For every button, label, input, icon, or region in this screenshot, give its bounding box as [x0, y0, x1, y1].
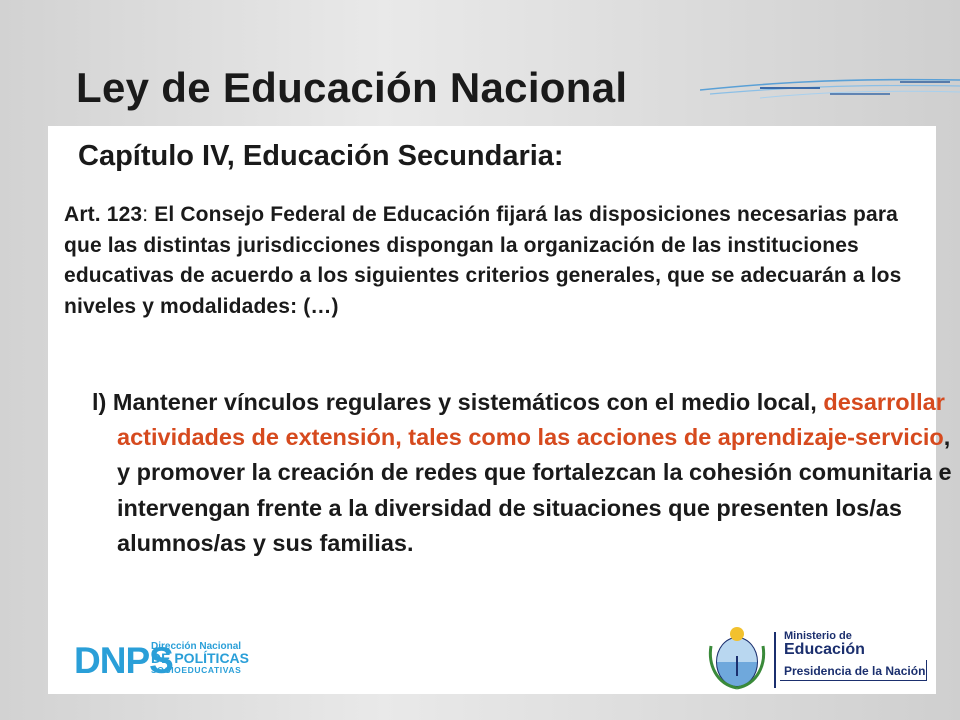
dnps-logo [74, 638, 254, 678]
ministry-separator [774, 632, 776, 688]
item-text-end: , y promover la creación de redes que fortalezcan la cohesión comunitaria e intervengan frente a la diversidad de situaciones que presenten los/as alumnos/as y sus familias. [117, 424, 952, 556]
ministry-line3: Presidencia de la Nación [784, 664, 926, 678]
dnps-acronym: DNPS [74, 640, 173, 678]
ministry-line2: Educación [784, 641, 865, 658]
criterion-item-l [92, 385, 953, 561]
decorative-lines [700, 68, 960, 128]
ministry-line1: Ministerio de [784, 630, 852, 642]
slide-subtitle: Capítulo IV, Educación Secundaria: [78, 140, 564, 172]
article-separator: : [142, 203, 155, 226]
article-ref: Art. 123 [64, 203, 143, 226]
dnps-line3: SOCIOEDUCATIVAS [151, 665, 242, 675]
item-text-start: l) Mantener vínculos regulares y sistemáticos con el medio local, [92, 389, 824, 415]
national-shield-icon [706, 626, 768, 692]
dnps-line2: DE POLÍTICAS [151, 650, 250, 666]
article-text [64, 200, 926, 322]
dnps-line1: Dirección Nacional [151, 641, 242, 652]
slide-title: Ley de Educación Nacional [76, 64, 628, 111]
ministry-logo [706, 622, 936, 692]
item-highlight: desarrollar actividades de extensión, tales como las acciones de aprendizaje-servicio [117, 389, 945, 451]
article-body: El Consejo Federal de Educación fijará las disposiciones necesarias para que las distintas jurisdicciones dispongan la organización de las instituciones educativas de acuerdo a los siguientes criterios generales, que se adecuarán a los niveles y modalidades: (…) [64, 203, 902, 318]
